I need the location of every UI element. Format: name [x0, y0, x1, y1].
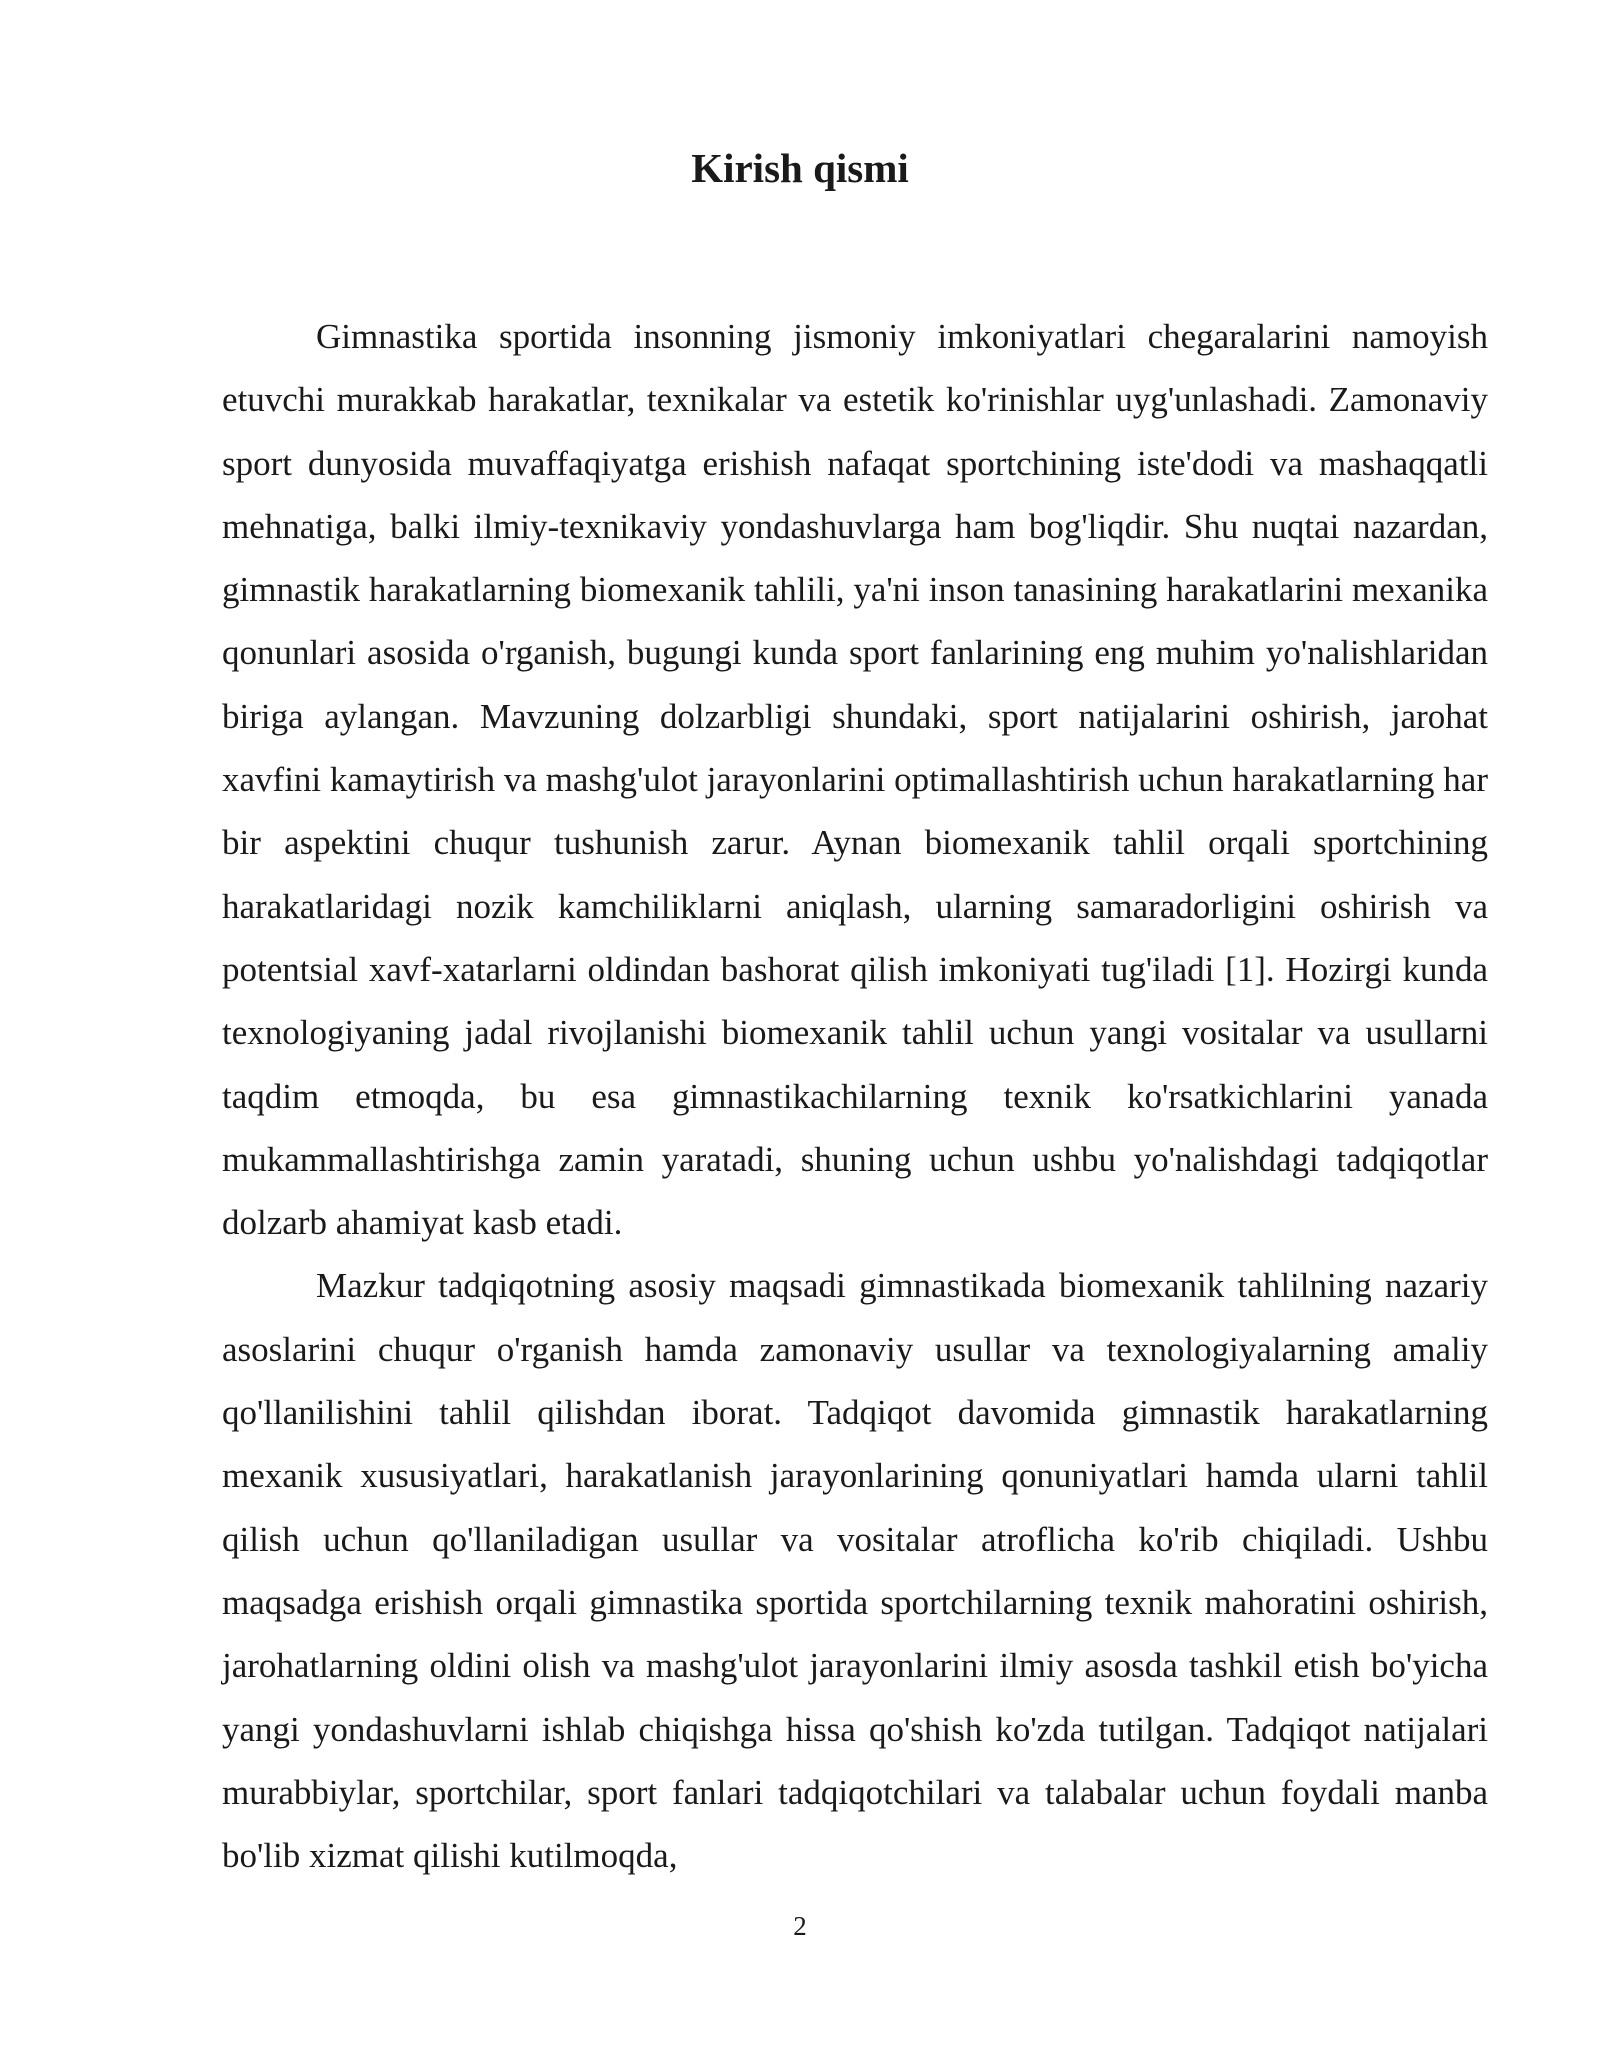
page-number: 2 [793, 1911, 807, 1941]
section-title: Kirish qismi [691, 145, 909, 191]
body-text [222, 305, 1488, 1887]
paragraph-purpose: Mazkur tadqiqotning asosiy maqsadi gimnastikada biomexanik tahlilning nazariy asoslarini chuqur o'rganish hamda zamonaviy usullar va texnologiyalarning amaliy qo'llanilishini tahlil qilishdan iborat. Tadqiqot davomida gimnastik harakatlarning mexanik xususiyatlari, harakatlanish jarayonlarining qonuniyatlari hamda ularni tahlil qilish uchun qo'llaniladigan usullar va vositalar atroflicha ko'rib chiqiladi. Ushbu maqsadga erishish orqali gimnastika sportida sportchilarning texnik mahoratini oshirish, jarohatlarning oldini olish va mashg'ulot jarayonlarini ilmiy asosda tashkil etish bo'yicha yangi yondashuvlarni ishlab chiqishga hissa qo'shish ko'zda tutilgan. Tadqiqot natijalari murabbiylar, sportchilar, sport fanlari tadqiqotchilari va talabalar uchun foydali manba bo'lib xizmat qilishi kutilmoqda, [222, 1266, 1488, 1876]
paragraph-intro: Gimnastika sportida insonning jismoniy imkoniyatlari chegaralarini namoyish etuvchi murakkab harakatlar, texnikalar va estetik ko'rinishlar uyg'unlashadi. Zamonaviy sport dunyosida muvaffaqiyatga erishish nafaqat sportchining iste'dodi va mashaqqatli mehnatiga, balki ilmiy-texnikaviy yondashuvlarga ham bog'liqdir. Shu nuqtai nazardan, gimnastik harakatlarning biomexanik tahlili, ya'ni inson tanasining harakatlarini mexanika qonunlari asosida o'rganish, bugungi kunda sport fanlarining eng muhim yo'nalishlaridan biriga aylangan. Mavzuning dolzarbligi shundaki, sport natijalarini oshirish, jarohat xavfini kamaytirish va mashg'ulot jarayonlarini optimallashtirish uchun harakatlarning har bir aspektini chuqur tushunish zarur. Aynan biomexanik tahlil orqali sportchining harakatlaridagi nozik kamchiliklarni aniqlash, ularning samaradorligini oshirish va potentsial xavf-xatarlarni oldindan bashorat qilish imkoniyati tug'iladi [1]. Hozirgi kunda texnologiyaning jadal rivojlanishi biomexanik tahlil uchun yangi vositalar va usullarni taqdim etmoqda, bu esa gimnastikachilarning texnik ko'rsatkichlarini yanada mukammallashtirishga zamin yaratadi, shuning uchun ushbu yo'nalishdagi tadqiqotlar dolzarb ahamiyat kasb etadi. [222, 317, 1488, 1243]
